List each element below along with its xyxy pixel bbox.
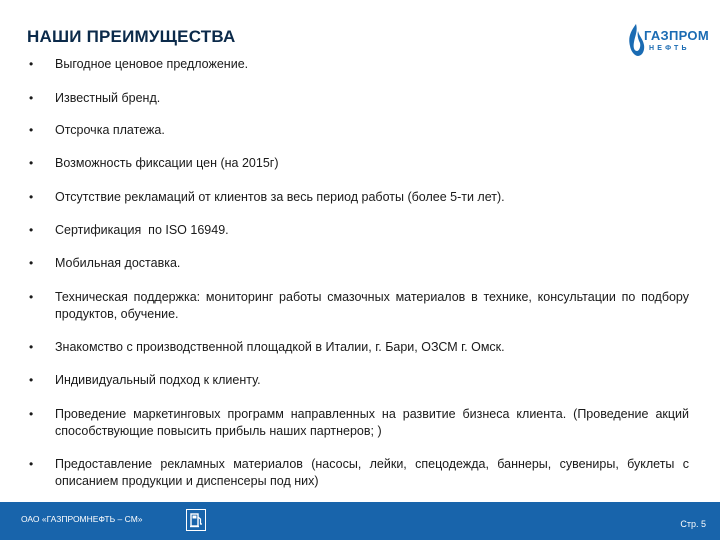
logo-text-neft: НЕФТЬ bbox=[649, 45, 690, 52]
flame-logo-icon bbox=[626, 22, 646, 58]
logo-text-gazprom: ГАЗПРОМ bbox=[644, 28, 709, 43]
list-item: • Сертификация по ISO 16949. bbox=[29, 223, 229, 237]
bullet-icon: • bbox=[29, 223, 34, 237]
bullet-icon: • bbox=[29, 156, 34, 170]
list-item: • Индивидуальный подход к клиенту. bbox=[29, 373, 261, 387]
bullet-icon: • bbox=[29, 340, 34, 354]
bullet-icon: • bbox=[29, 123, 34, 137]
list-item: • Знакомство с производственной площадкой в Италии, г. Бари, ОЗСМ г. Омск. bbox=[29, 340, 505, 354]
bullet-icon: • bbox=[29, 57, 34, 71]
page-title: НАШИ ПРЕИМУЩЕСТВА bbox=[27, 27, 236, 46]
list-item: • Отсрочка платежа. bbox=[29, 123, 165, 137]
bullet-icon: • bbox=[29, 190, 34, 204]
list-item: • Проведение маркетинговых программ направленных на развитие бизнеса клиента. (Проведение акций способствующие повысить прибыль наших партнеров; ) bbox=[29, 407, 689, 438]
list-item: • Предоставление рекламных материалов (насосы, лейки, спецодежда, баннеры, сувениры, буклеты с описанием продукции и диспенсеры под них) bbox=[29, 457, 689, 488]
page-number: Стр. 5 bbox=[680, 519, 706, 529]
list-item: • Мобильная доставка. bbox=[29, 256, 181, 270]
list-item: • Техническая поддержка: мониторинг работы смазочных материалов в технике, консультации по подбору продуктов, обучение. bbox=[29, 290, 689, 321]
list-item: • Возможность фиксации цен (на 2015г) bbox=[29, 156, 279, 170]
bullet-icon: • bbox=[29, 256, 34, 270]
footer-bar bbox=[0, 502, 720, 540]
bullet-icon: • bbox=[29, 290, 34, 304]
fuel-pump-icon bbox=[186, 509, 206, 531]
bullet-icon: • bbox=[29, 91, 34, 105]
gazprom-neft-logo bbox=[626, 20, 708, 60]
bullet-icon: • bbox=[29, 457, 34, 471]
list-item: • Известный бренд. bbox=[29, 91, 161, 105]
footer-company-name: ОАО «ГАЗПРОМНЕФТЬ – СМ» bbox=[21, 514, 143, 524]
bullet-icon: • bbox=[29, 373, 34, 387]
bullet-icon: • bbox=[29, 407, 34, 421]
list-item: • Выгодное ценовое предложение. bbox=[29, 57, 249, 71]
list-item: • Отсутствие рекламаций от клиентов за весь период работы (более 5-ти лет). bbox=[29, 190, 505, 204]
